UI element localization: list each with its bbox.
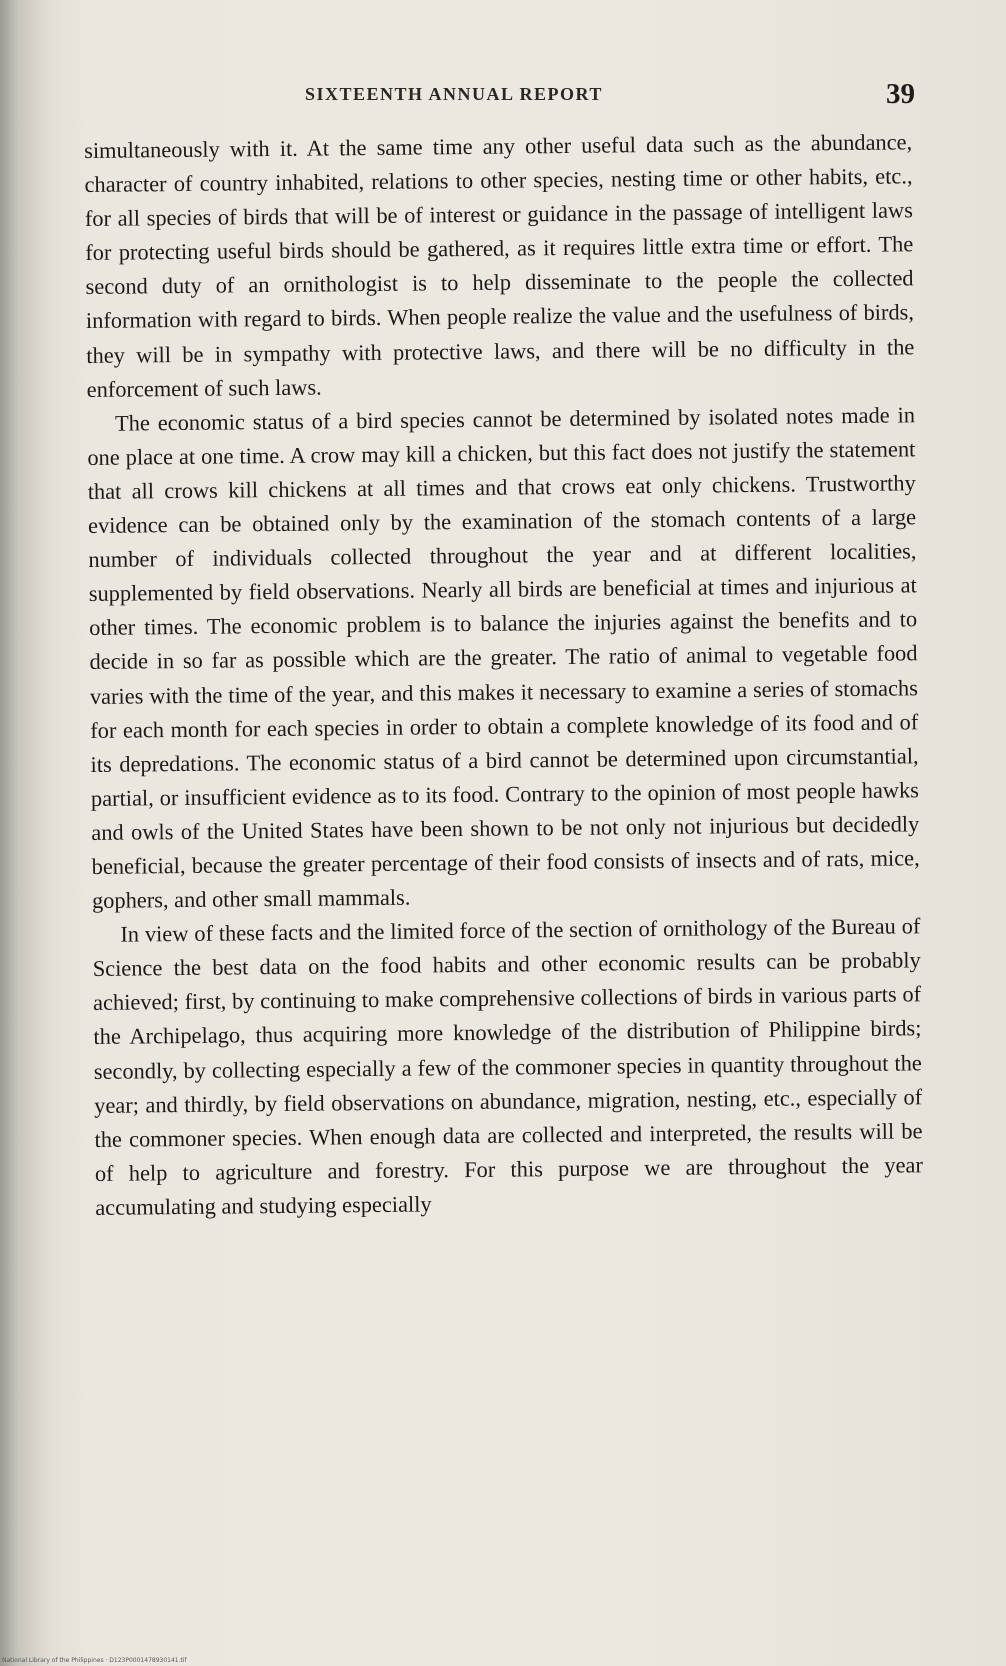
paragraph-2: The economic status of a bird species cannot be determined by isolated notes made in one place at one time. A crow may kill a chicken, but this fact does not justify the statement that all crows kill chickens at all times and that crows eat only chickens. Trustworthy evidence can be obtained only by the examination of the stomach contents of a large number of individuals collected throughout the year and at different localities, supplemented by field observations. Nearly all birds are beneficial at times and injurious at other times. The economic problem is to balance the injuries against the benefits and to decide in so far as possible which are the greater. The ratio of animal to vegetable food varies with the time of the year, and this makes it necessary to examine a series of stomachs for each month for each species in order to obtain a complete knowledge of its food and of its depredations. The economic status of a bird cannot be determined upon circumstantial, partial, or insufficient evidence as to its food. Contrary to the opinion of most people hawks and owls of the United States have been shown to be not only not injurious but decidedly beneficial, because the greater percentage of their food consists of insects and of rats, mice, gophers, and other small mammals.	[87, 402, 920, 914]
paragraph-3: In view of these facts and the limited force of the section of ornithology of the Bureau of Science the best data on the food habits and other economic results can be probably achieved; first, by continuing to make comprehensive collections of birds in various parts of the Archipelago, thus acquiring more knowledge of the distribution of Philippine birds; secondly, by collecting especially a few of the commoner species in quantity throughout the year; and thirdly, by field observations on abundance, migration, nesting, etc., especially of the commoner species. When enough data are collected and interpreted, the results will be of help to agriculture and forestry. For this purpose we are throughout the year accumulating and studying especially	[92, 913, 923, 1220]
body-text	[84, 125, 923, 1225]
scan-source-note: National Library of the Philippines · D123P0001478930141.tif	[2, 1657, 187, 1664]
paragraph-1: simultaneously with it. At the same time any other useful data such as the abundance, character of country inhabited, relations to other species, nesting time or other habits, etc., for all species of birds that will be of interest or guidance in the passage of intelligent laws for protecting useful birds should be gathered, as it requires little extra time or effort. The second duty of an ornithologist is to help disseminate to the people the collected information with regard to birds. When people realize the value and the usefulness of birds, they will be in sympathy with protective laws, and there will be no difficulty in the enforcement of such laws.	[84, 129, 915, 402]
running-title: SIXTEENTH ANNUAL REPORT	[305, 84, 603, 104]
page-number: 39	[886, 78, 915, 110]
page-header	[305, 78, 925, 118]
